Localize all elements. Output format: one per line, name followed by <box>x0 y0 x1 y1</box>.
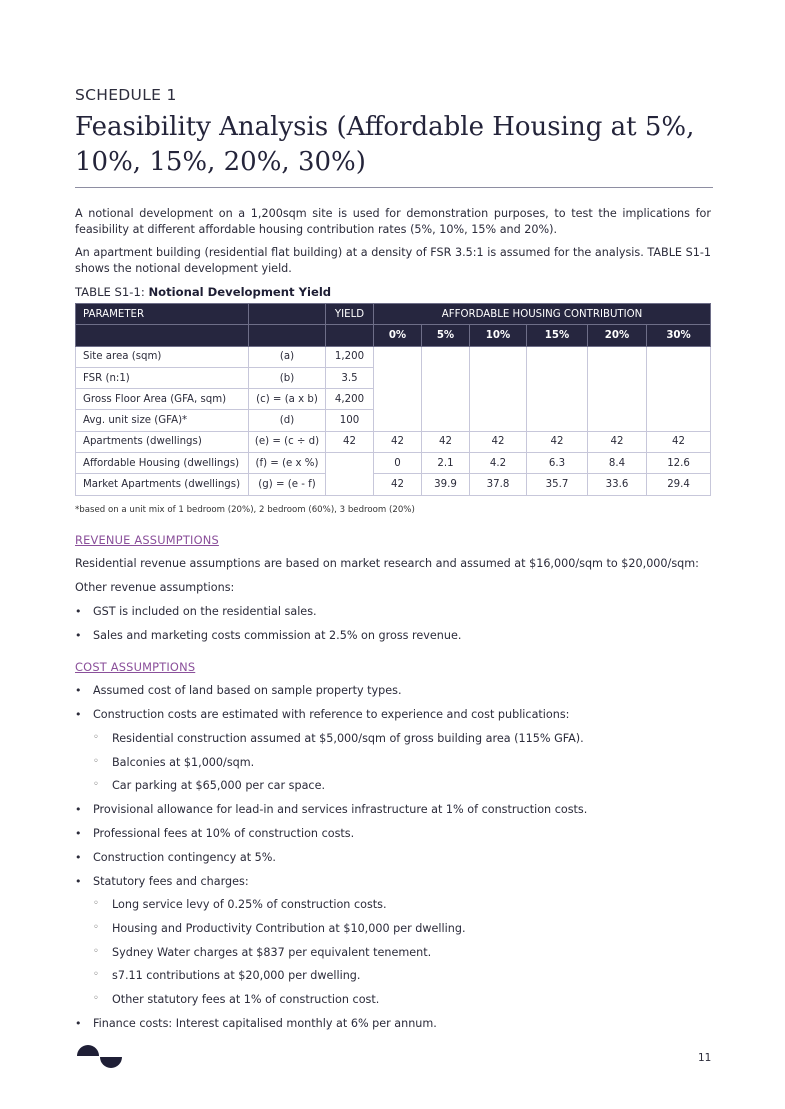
row-formula: (b) <box>249 367 326 388</box>
row-parameter: FSR (n:1) <box>76 367 249 388</box>
page-title: Feasibility Analysis (Affordable Housing at 5%, 10%, 15%, 20%, 30%) <box>75 112 695 177</box>
cost-bullet: • Assumed cost of land based on sample property types. <box>93 684 402 697</box>
cell-pct-10: 42 <box>470 431 527 452</box>
cell-pct-15: 6.3 <box>527 453 588 474</box>
table-row <box>76 453 711 474</box>
cell-pct-15: 42 <box>527 431 588 452</box>
cell-pct-20: 42 <box>588 431 647 452</box>
revenue-bullet: • GST is included on the residential sales. <box>93 605 317 618</box>
header-pct-30: 30% <box>647 325 711 346</box>
cost-sub-bullet: ◦ Long service levy of 0.25% of construction costs. <box>112 898 387 911</box>
empty-cell <box>422 346 470 431</box>
table-row <box>76 346 711 367</box>
empty-cell <box>374 346 422 431</box>
cost-sub-bullet: ◦ Housing and Productivity Contribution at $10,000 per dwelling. <box>112 922 466 935</box>
header-blank <box>249 325 326 346</box>
development-yield-table <box>75 303 711 496</box>
row-formula: (g) = (e - f) <box>249 474 326 495</box>
header-pct-20: 20% <box>588 325 647 346</box>
row-parameter: Gross Floor Area (GFA, sqm) <box>76 389 249 410</box>
cost-bullet: • Construction contingency at 5%. <box>93 851 276 864</box>
row-yield: 1,200 <box>326 346 374 367</box>
cost-bullet: • Professional fees at 10% of construction costs. <box>93 827 354 840</box>
row-parameter: Market Apartments (dwellings) <box>76 474 249 495</box>
table-caption <box>75 285 331 299</box>
table-footnote: *based on a unit mix of 1 bedroom (20%), 2 bedroom (60%), 3 bedroom (20%) <box>75 505 415 515</box>
intro-paragraph-2: An apartment building (residential flat building) at a density of FSR 3.5:1 is assumed for the analysis. TABLE S1-1 shows the notional development yield. <box>75 246 711 275</box>
row-parameter: Site area (sqm) <box>76 346 249 367</box>
row-yield: 100 <box>326 410 374 431</box>
cell-pct-5: 39.9 <box>422 474 470 495</box>
cell-pct-10: 4.2 <box>470 453 527 474</box>
cost-bullet: • Statutory fees and charges: <box>93 875 249 888</box>
empty-cell <box>647 346 711 431</box>
header-pct-10: 10% <box>470 325 527 346</box>
header-parameter: PARAMETER <box>76 304 249 325</box>
row-parameter: Avg. unit size (GFA)* <box>76 410 249 431</box>
row-parameter: Apartments (dwellings) <box>76 431 249 452</box>
cell-pct-20: 8.4 <box>588 453 647 474</box>
header-formula <box>249 304 326 325</box>
table-row <box>76 474 711 495</box>
cost-bullet: • Finance costs: Interest capitalised monthly at 6% per annum. <box>93 1017 437 1030</box>
cell-pct-10: 37.8 <box>470 474 527 495</box>
cost-bullet: • Provisional allowance for lead-in and services infrastructure at 1% of construction costs. <box>93 803 587 816</box>
cell-pct-30: 29.4 <box>647 474 711 495</box>
title-divider <box>75 187 713 188</box>
cost-sub-bullet: ◦ Other statutory fees at 1% of construction cost. <box>112 993 379 1006</box>
cell-pct-30: 42 <box>647 431 711 452</box>
wave-logo-icon <box>75 1042 125 1076</box>
cost-sub-bullet: ◦ Car parking at $65,000 per car space. <box>112 779 325 792</box>
row-parameter: Affordable Housing (dwellings) <box>76 453 249 474</box>
header-pct-0: 0% <box>374 325 422 346</box>
empty-cell <box>470 346 527 431</box>
header-affordable: AFFORDABLE HOUSING CONTRIBUTION <box>374 304 711 325</box>
cell-pct-30: 12.6 <box>647 453 711 474</box>
row-formula: (a) <box>249 346 326 367</box>
revenue-line-1: Residential revenue assumptions are based on market research and assumed at $16,000/sqm to $20,000/sqm: <box>75 557 699 570</box>
empty-cell <box>588 346 647 431</box>
revenue-bullet: • Sales and marketing costs commission at 2.5% on gross revenue. <box>93 629 461 642</box>
cell-pct-0: 0 <box>374 453 422 474</box>
header-blank <box>76 325 249 346</box>
row-yield: 42 <box>326 431 374 452</box>
row-yield: 3.5 <box>326 367 374 388</box>
row-formula: (f) = (e x %) <box>249 453 326 474</box>
intro-paragraph-1: A notional development on a 1,200sqm site is used for demonstration purposes, to test the implications for feasibility at different affordable housing contribution rates (5%, 10%, 15% and 20%). <box>75 207 711 236</box>
cell-pct-5: 2.1 <box>422 453 470 474</box>
cost-sub-bullet: ◦ Residential construction assumed at $5,000/sqm of gross building area (115% GFA). <box>112 732 584 745</box>
header-blank <box>326 325 374 346</box>
row-formula: (c) = (a x b) <box>249 389 326 410</box>
cell-pct-20: 33.6 <box>588 474 647 495</box>
row-formula: (d) <box>249 410 326 431</box>
page-number: 11 <box>698 1052 712 1064</box>
revenue-line-2: Other revenue assumptions: <box>75 581 235 594</box>
schedule-label: SCHEDULE 1 <box>75 86 177 104</box>
row-formula: (e) = (c ÷ d) <box>249 431 326 452</box>
cell-pct-0: 42 <box>374 474 422 495</box>
row-yield: 4,200 <box>326 389 374 410</box>
header-pct-15: 15% <box>527 325 588 346</box>
cost-sub-bullet: ◦ Balconies at $1,000/sqm. <box>112 756 254 769</box>
header-pct-5: 5% <box>422 325 470 346</box>
row-yield <box>326 453 374 496</box>
table-caption-prefix: TABLE S1-1: <box>75 285 149 299</box>
empty-cell <box>527 346 588 431</box>
cost-sub-bullet: ◦ s7.11 contributions at $20,000 per dwelling. <box>112 969 360 982</box>
revenue-heading: REVENUE ASSUMPTIONS <box>75 533 219 547</box>
cost-bullet: • Construction costs are estimated with reference to experience and cost publications: <box>93 708 569 721</box>
cell-pct-15: 35.7 <box>527 474 588 495</box>
cost-sub-bullet: ◦ Sydney Water charges at $837 per equivalent tenement. <box>112 946 431 959</box>
table-row <box>76 431 711 452</box>
cell-pct-0: 42 <box>374 431 422 452</box>
cell-pct-5: 42 <box>422 431 470 452</box>
table-caption-name: Notional Development Yield <box>148 285 332 299</box>
cost-heading: COST ASSUMPTIONS <box>75 660 196 674</box>
header-yield: YIELD <box>326 304 374 325</box>
